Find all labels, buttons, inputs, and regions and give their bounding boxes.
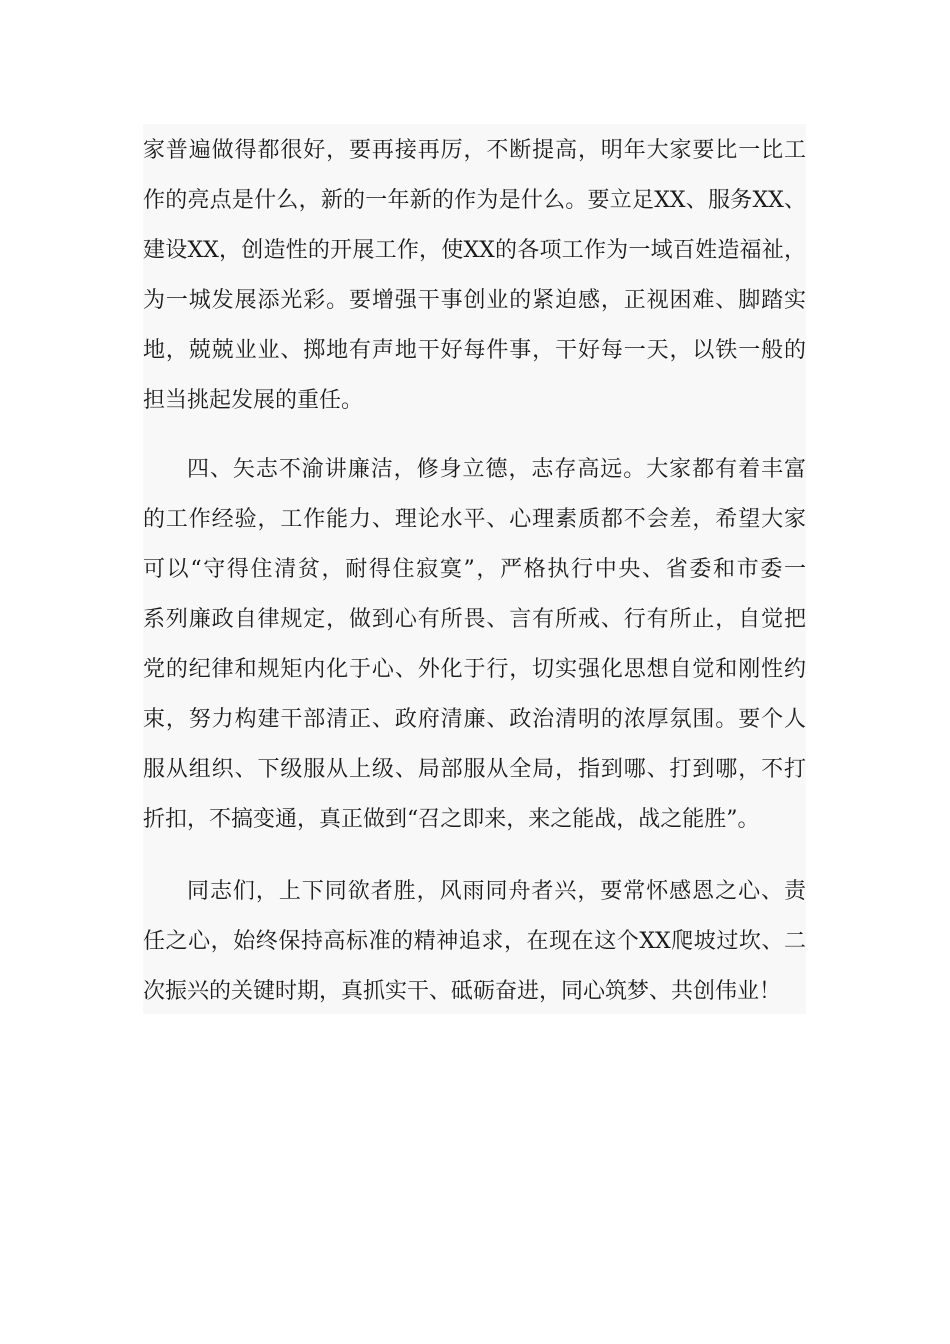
paragraph-1: [143, 126, 806, 426]
paragraph-line: 服从组织、下级服从上级、局部服从全局，指到哪、打到哪，不打: [143, 757, 806, 782]
paragraph-line: 为一城发展添光彩。要增强干事创业的紧迫感，正视困难、脚踏实: [143, 288, 806, 313]
paragraph-line: 担当挑起发展的重任。: [143, 388, 364, 413]
paragraph-line: 可以“守得住清贫，耐得住寂寞”，严格执行中央、省委和市委一: [143, 557, 806, 582]
paragraph-line: 系列廉政自律规定，做到心有所畏、言有所戒、行有所止，自觉把: [143, 607, 806, 632]
paragraph-line: 地，兢兢业业、掷地有声地干好每件事，干好每一天，以铁一般的: [143, 338, 806, 363]
paragraph-line: 束，努力构建干部清正、政府清廉、政治清明的浓厚氛围。要个人: [143, 707, 806, 732]
paragraph-line: 四、矢志不渝讲廉洁，修身立德，志存高远。大家都有着丰富: [187, 457, 806, 482]
paragraph-line: 次振兴的关键时期，真抓实干、砥砺奋进，同心筑梦、共创伟业！: [143, 979, 782, 1004]
paragraph-2: [143, 445, 806, 845]
paragraph-line: 的工作经验，工作能力、理论水平、心理素质都不会差，希望大家: [143, 507, 806, 532]
paragraph-line: 家普遍做得都很好，要再接再厉，不断提高，明年大家要比一比工: [143, 138, 806, 163]
paragraph-line: 任之心，始终保持高标准的精神追求，在现在这个XX爬坡过坎、二: [143, 929, 806, 954]
paragraph-line: 折扣，不搞变通，真正做到“召之即来，来之能战，战之能胜”。: [143, 807, 760, 832]
paragraph-line: 作的亮点是什么，新的一年新的作为是什么。要立足XX、服务XX、: [143, 188, 806, 213]
document-body: [143, 124, 806, 1014]
paragraph-line: 建设XX，创造性的开展工作，使XX的各项工作为一域百姓造福祉，: [143, 238, 806, 263]
paragraph-line: 同志们，上下同欲者胜，风雨同舟者兴，要常怀感恩之心、责: [187, 879, 806, 904]
paragraph-line: 党的纪律和规矩内化于心、外化于行，切实强化思想自觉和刚性约: [143, 657, 806, 682]
paragraph-3: [143, 867, 806, 1017]
